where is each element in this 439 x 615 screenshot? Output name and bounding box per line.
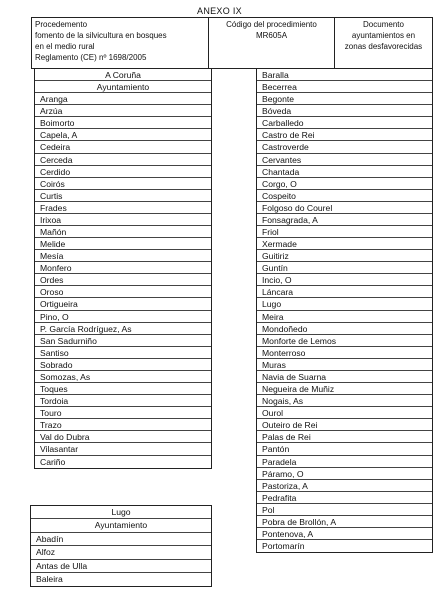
municipality-row: Sobrado — [35, 359, 211, 371]
municipality-row: Castro de Rei — [257, 129, 432, 141]
municipality-row: Negueira de Muñiz — [257, 383, 432, 395]
municipality-row: Muras — [257, 359, 432, 371]
municipality-row: Ordes — [35, 274, 211, 286]
municipality-row: San Sadurniño — [35, 335, 211, 347]
document-cell — [335, 18, 432, 68]
province-header: Lugo — [31, 506, 211, 519]
municipality-row: Pino, O — [35, 311, 211, 323]
municipality-row: Pol — [257, 504, 432, 516]
procedure-line: en el medio rural — [35, 42, 95, 51]
procedure-cell — [32, 18, 209, 68]
document-line: Documento — [363, 20, 404, 29]
municipality-row: Meira — [257, 311, 432, 323]
municipality-row: Aranga — [35, 93, 211, 105]
municipality-row: Paradela — [257, 456, 432, 468]
procedure-line: Procedemento — [35, 20, 88, 29]
municipality-row: Begonte — [257, 93, 432, 105]
municipality-row: Val do Dubra — [35, 431, 211, 443]
municipality-row: Folgoso do Courel — [257, 202, 432, 214]
coruna-municipality-table — [34, 68, 212, 469]
municipality-row: Nogais, As — [257, 395, 432, 407]
municipality-row: Antas de Ulla — [31, 560, 211, 573]
municipality-row: Cerceda — [35, 154, 211, 166]
municipality-row: Santiso — [35, 347, 211, 359]
municipality-row: Incio, O — [257, 274, 432, 286]
municipality-row: Vilasantar — [35, 443, 211, 455]
municipality-row: Carballedo — [257, 117, 432, 129]
municipality-row: Guntín — [257, 262, 432, 274]
municipality-row: Monforte de Lemos — [257, 335, 432, 347]
procedure-line: Reglamento (CE) nº 1698/2005 — [35, 53, 147, 62]
municipality-row: Navia de Suarna — [257, 371, 432, 383]
municipality-row: Guitiriz — [257, 250, 432, 262]
municipality-row: Láncara — [257, 286, 432, 298]
municipality-row: Pedrafita — [257, 492, 432, 504]
lugo-municipality-table — [30, 505, 212, 587]
municipality-row: Pastoriza, A — [257, 480, 432, 492]
municipality-row: Cariño — [40, 456, 66, 467]
municipality-row: Lugo — [257, 298, 432, 310]
municipality-row: Arzúa — [35, 105, 211, 117]
document-line: zonas desfavorecidas — [344, 42, 423, 51]
municipality-row: Capela, A — [35, 129, 211, 141]
municipality-row: Oroso — [35, 286, 211, 298]
municipality-row: Páramo, O — [257, 468, 432, 480]
municipality-row: Friol — [257, 226, 432, 238]
municipality-row: Pobra de Brollón, A — [257, 516, 432, 528]
document-line: ayuntamientos en — [351, 31, 416, 40]
procedure-header-table — [31, 17, 433, 69]
municipality-row: Chantada — [257, 166, 432, 178]
municipality-row: Xermade — [257, 238, 432, 250]
municipality-row: Alfoz — [31, 546, 211, 559]
municipality-row: Curtis — [35, 190, 211, 202]
municipality-row: Boimorto — [35, 117, 211, 129]
municipality-row: Cedeira — [35, 141, 211, 153]
municipality-row: P. García Rodríguez, As — [35, 323, 211, 335]
column-header: Ayuntamiento — [35, 81, 211, 93]
municipality-row: Irixoa — [35, 214, 211, 226]
municipality-row: Portomarín — [262, 541, 305, 552]
municipality-row: Outeiro de Rei — [257, 419, 432, 431]
municipality-row: Toques — [35, 383, 211, 395]
procedure-line: fomento de la silvicultura en bosques — [35, 31, 167, 40]
municipality-row: Frades — [35, 202, 211, 214]
municipality-row: Monfero — [35, 262, 211, 274]
municipality-row: Pantón — [257, 443, 432, 455]
province-header: A Coruña — [35, 69, 211, 81]
municipality-row: Mondoñedo — [257, 323, 432, 335]
municipality-row: Cerdido — [35, 166, 211, 178]
municipality-row: Coirós — [35, 178, 211, 190]
municipality-row: Becerrea — [257, 81, 432, 93]
municipality-row: Ourol — [257, 407, 432, 419]
municipality-row: Mesía — [35, 250, 211, 262]
municipality-row: Baralla — [257, 69, 432, 81]
municipality-row: Cospeito — [257, 190, 432, 202]
municipality-row: Melide — [35, 238, 211, 250]
lugo-municipality-table-continued — [256, 68, 433, 553]
procedure-code-cell — [209, 18, 335, 68]
municipality-row: Trazo — [35, 419, 211, 431]
municipality-row: Cervantes — [257, 154, 432, 166]
procedure-code-label: Código del procedimiento — [226, 20, 317, 29]
column-header: Ayuntamiento — [31, 519, 211, 532]
municipality-row: Palas de Rei — [257, 431, 432, 443]
municipality-row: Baleira — [36, 573, 63, 584]
municipality-row: Pontenova, A — [257, 528, 432, 540]
annex-title: ANEXO IX — [197, 6, 242, 16]
municipality-row: Touro — [35, 407, 211, 419]
municipality-row: Tordoia — [35, 395, 211, 407]
municipality-row: Fonsagrada, A — [257, 214, 432, 226]
municipality-row: Somozas, As — [35, 371, 211, 383]
municipality-row: Bóveda — [257, 105, 432, 117]
municipality-row: Ortigueira — [35, 298, 211, 310]
municipality-row: Castroverde — [257, 141, 432, 153]
municipality-row: Corgo, O — [257, 178, 432, 190]
municipality-row: Monterroso — [257, 347, 432, 359]
municipality-row: Mañón — [35, 226, 211, 238]
procedure-code-value: MR605A — [255, 31, 288, 40]
municipality-row: Abadín — [31, 533, 211, 546]
